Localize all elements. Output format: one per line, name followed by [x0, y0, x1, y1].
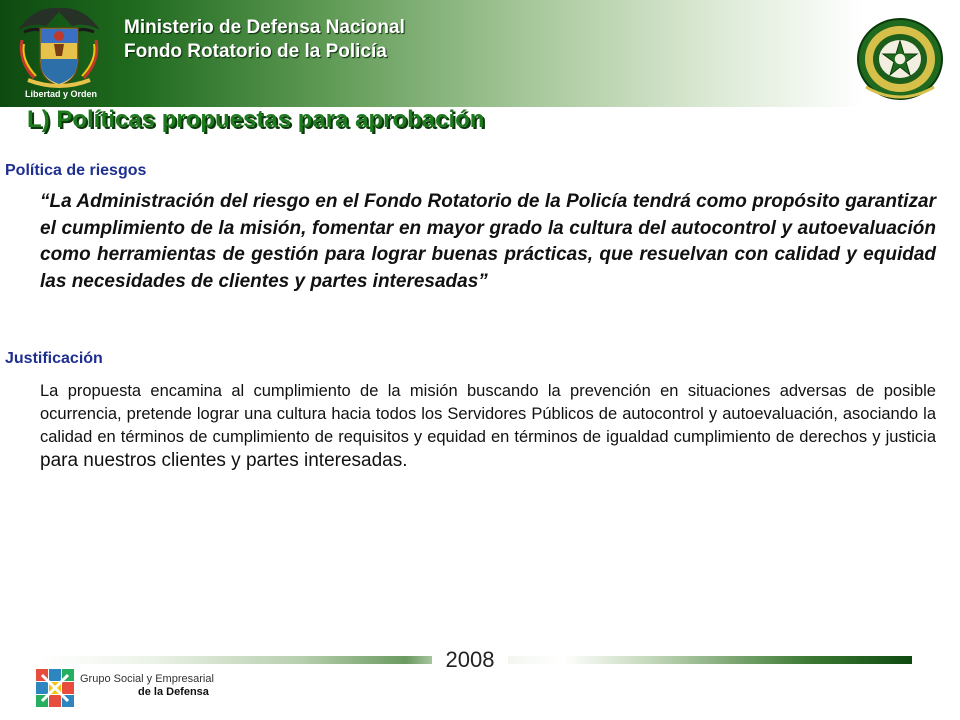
grupo-social-logo-icon: [34, 667, 76, 709]
grupo-social-name: [80, 673, 214, 699]
fondo-rotatorio-seal-icon: [856, 17, 944, 101]
grupo-line-2: de la Defensa: [138, 686, 209, 698]
grupo-line-1: Grupo Social y Empresarial: [80, 673, 214, 685]
risk-policy-text: “La Administración del riesgo en el Fondo Rotatorio de la Policía tendrá como propósito garantizar el cumplimiento de la misión, fomentar en mayor grado la cultura del autocontrol y autoevaluación como herramientas de gestión para lograr buenas prácticas, que resuelvan con calidad y equidad las necesidades de clientes y partes interesadas”: [40, 191, 936, 292]
justification-tail: para nuestros clientes y partes interesadas.: [40, 450, 408, 471]
motto-text: Libertad y Orden: [24, 89, 97, 99]
justification-paragraph: [40, 380, 936, 473]
ministry-line-1: Ministerio de Defensa Nacional: [124, 17, 405, 38]
slide-title: L) Políticas propuestas para aprobación: [27, 106, 485, 133]
justification-heading: Justificación: [5, 350, 103, 367]
ministry-line-2: Fondo Rotatorio de la Policía: [124, 41, 387, 62]
colombia-coat-of-arms-icon: [14, 0, 104, 92]
risk-policy-heading: Política de riesgos: [5, 162, 147, 179]
header-band: [0, 0, 960, 107]
justification-text: La propuesta encamina al cumplimiento de la misión buscando la prevención en situaciones adversas de posible ocurrencia, pretende lograr una cultura hacia todos los Servidores Públicos de autocontrol y autoevaluación, asociando la calidad en términos de cumplimiento de requisitos y equidad en términos de igualdad cumplimiento de derechos y justicia: [40, 382, 936, 446]
footer-year: 2008: [432, 647, 508, 673]
ministry-name: [124, 16, 405, 64]
